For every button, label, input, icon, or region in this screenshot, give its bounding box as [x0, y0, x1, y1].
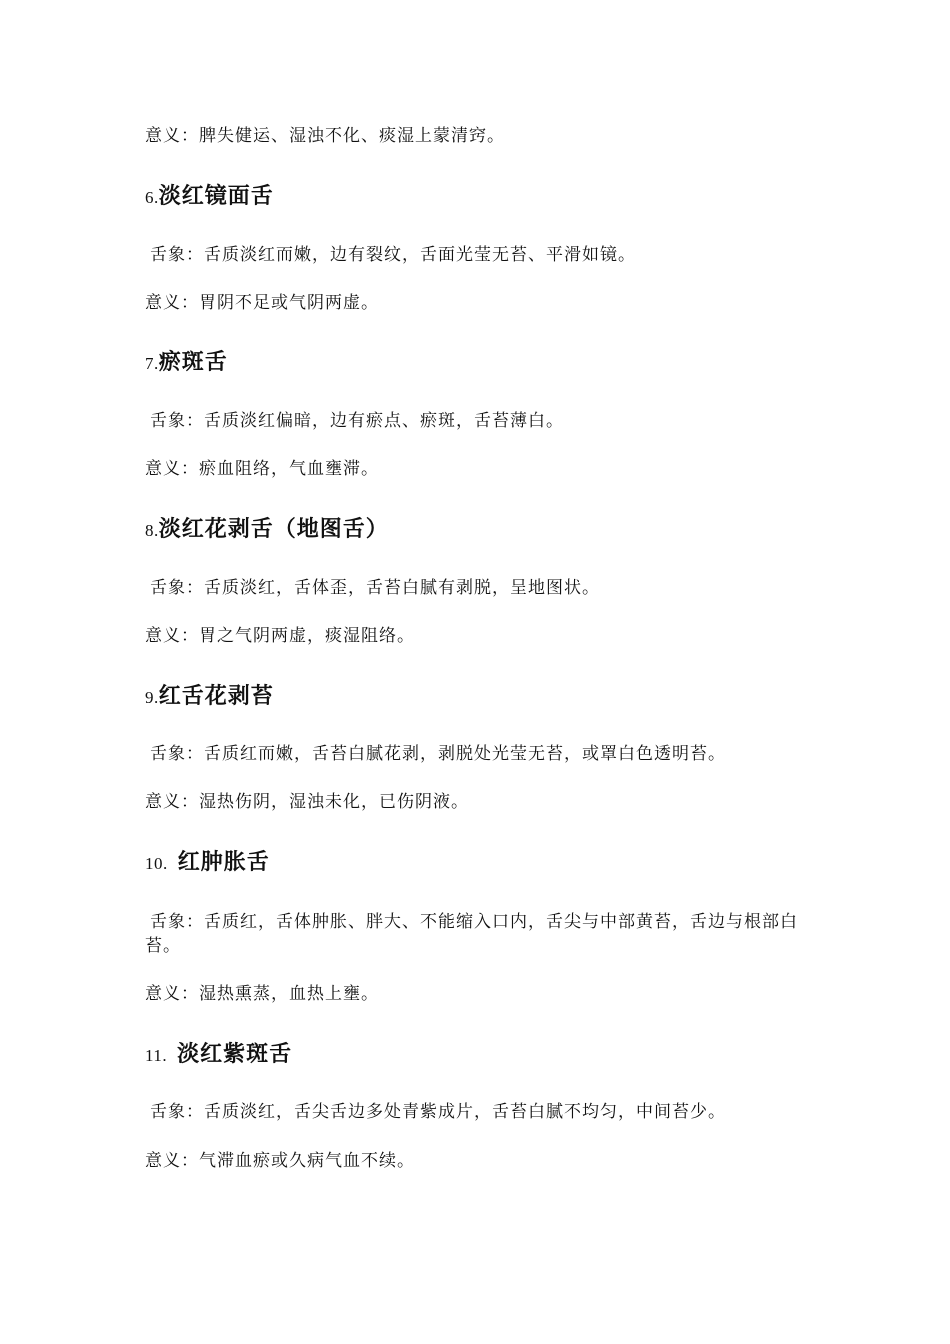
section-6-number: 6.: [145, 188, 159, 207]
section-7-meaning: 意义：瘀血阻络，气血壅滞。: [145, 459, 379, 479]
section-8-heading: [145, 515, 389, 546]
section-9-heading: [145, 682, 274, 713]
section-9-meaning: 意义：湿热伤阴，湿浊未化，已伤阴液。: [145, 792, 469, 812]
section-11-appearance: 舌象：舌质淡红，舌尖舌边多处青紫成片，舌苔白腻不均匀，中间苔少。: [150, 1102, 726, 1122]
section-6-title: 淡红镜面舌: [158, 184, 274, 209]
section-10-heading: [145, 848, 270, 879]
section-7-appearance: 舌象：舌质淡红偏暗，边有瘀点、瘀斑，舌苔薄白。: [150, 411, 564, 431]
section-9-number: 9.: [145, 688, 159, 707]
section-9-appearance: 舌象：舌质红而嫩，舌苔白腻花剥，剥脱处光莹无苔，或罩白色透明苔。: [150, 744, 726, 764]
section-7-heading: [145, 348, 228, 379]
section-8-title: 淡红花剥舌（地图舌）: [158, 517, 389, 542]
section-7-title: 瘀斑舌: [158, 350, 228, 375]
section-6-appearance: 舌象：舌质淡红而嫩，边有裂纹，舌面光莹无苔、平滑如镜。: [150, 245, 636, 265]
section-11-meaning: 意义：气滞血瘀或久病气血不续。: [145, 1151, 415, 1171]
section-10-appearance: 舌象：舌质红，舌体肿胀、胖大、不能缩入口内，舌尖与中部黄苔，舌边与根部白苔。: [145, 912, 798, 956]
section-10-title: 红肿胀舌: [177, 850, 270, 875]
section-10-meaning: 意义：湿热熏蒸，血热上壅。: [145, 984, 379, 1004]
section-11-number: 11.: [145, 1046, 168, 1065]
section-9-title: 红舌花剥苔: [158, 684, 274, 709]
section-11-heading: [145, 1040, 292, 1071]
section-6-heading: [145, 182, 274, 213]
section-8-meaning: 意义：胃之气阴两虚，痰湿阻络。: [145, 626, 415, 646]
section-10-number: 10.: [145, 854, 168, 873]
section-8-appearance: 舌象：舌质淡红，舌体歪，舌苔白腻有剥脱，呈地图状。: [150, 578, 600, 598]
section-5-meaning: 意义：脾失健运、湿浊不化、痰湿上蒙清窍。: [145, 126, 505, 146]
section-6-meaning: 意义：胃阴不足或气阴两虚。: [145, 293, 379, 313]
section-8-number: 8.: [145, 521, 159, 540]
section-11-title: 淡红紫斑舌: [177, 1042, 293, 1067]
section-7-number: 7.: [145, 354, 159, 373]
